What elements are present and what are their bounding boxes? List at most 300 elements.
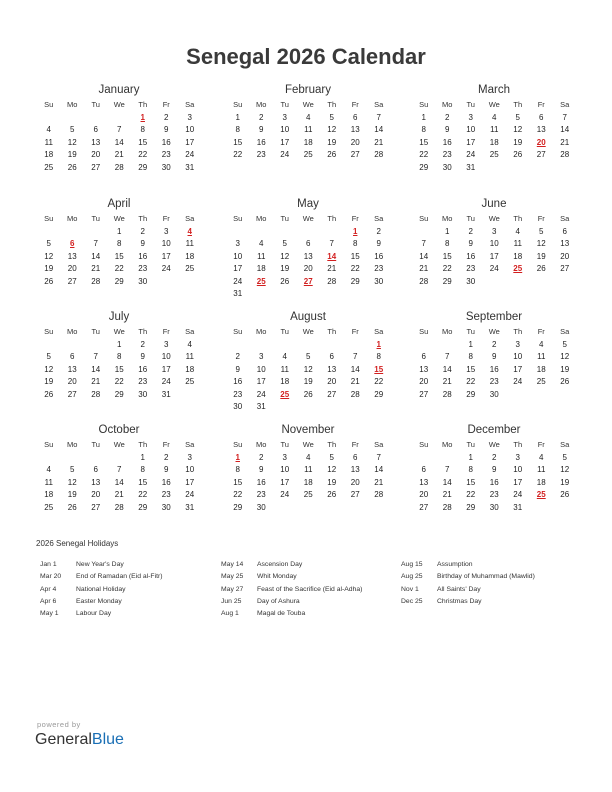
holiday-row bbox=[40, 571, 220, 583]
holiday-row bbox=[401, 596, 581, 608]
day-cell: 23 bbox=[442, 150, 452, 160]
day-cell: 23 bbox=[138, 377, 148, 387]
day-cell: 23 bbox=[233, 389, 243, 399]
day-cell: 2 bbox=[235, 352, 240, 362]
day-cell: 19 bbox=[560, 477, 570, 487]
day-cell: 11 bbox=[304, 465, 313, 475]
day-cell: 26 bbox=[536, 264, 546, 274]
day-cell: 28 bbox=[327, 276, 337, 286]
day-cell: 18 bbox=[303, 137, 313, 147]
weekday-label: Fr bbox=[537, 327, 545, 336]
empty-cell bbox=[84, 112, 108, 124]
weekday-label: Fr bbox=[351, 440, 359, 449]
day-cell: 1 bbox=[468, 340, 473, 349]
month-name: August bbox=[290, 311, 326, 323]
day-cell: 20 bbox=[350, 137, 360, 147]
day-cell: 4 bbox=[306, 453, 311, 462]
month-days-grid bbox=[37, 213, 201, 288]
day-cell: 2 bbox=[140, 340, 145, 349]
weekday-label: We bbox=[113, 100, 125, 109]
day-cell: 16 bbox=[138, 364, 148, 374]
day-cell: 21 bbox=[560, 137, 570, 147]
day-cell: 11 bbox=[185, 239, 194, 249]
day-cell: 12 bbox=[44, 364, 54, 374]
day-cell: 27 bbox=[419, 502, 429, 512]
month-name: January bbox=[98, 84, 140, 96]
weekday-label: Th bbox=[138, 440, 148, 449]
day-cell: 7 bbox=[93, 352, 98, 362]
empty-cell bbox=[412, 452, 436, 464]
empty-cell bbox=[297, 339, 321, 351]
day-cell: 24 bbox=[185, 150, 195, 160]
day-cell: 13 bbox=[303, 251, 313, 261]
day-cell: 16 bbox=[256, 477, 266, 487]
day-cell: 9 bbox=[376, 239, 381, 249]
empty-cell bbox=[37, 226, 61, 238]
day-cell: 17 bbox=[185, 137, 195, 147]
holiday-day: 20 bbox=[536, 137, 546, 147]
day-cell: 29 bbox=[233, 502, 243, 512]
day-cell: 4 bbox=[539, 340, 544, 349]
day-cell: 15 bbox=[138, 477, 148, 487]
holiday-row bbox=[40, 596, 220, 608]
weekday-label: We bbox=[488, 327, 500, 336]
day-cell: 24 bbox=[185, 490, 195, 500]
weekday-label: Su bbox=[44, 214, 54, 223]
day-cell: 4 bbox=[539, 453, 544, 462]
empty-cell bbox=[226, 226, 250, 238]
weekday-label: We bbox=[302, 440, 314, 449]
day-cell: 9 bbox=[259, 125, 264, 135]
empty-cell bbox=[84, 226, 108, 238]
day-cell: 4 bbox=[46, 465, 51, 475]
day-cell: 24 bbox=[280, 150, 290, 160]
day-cell: 10 bbox=[256, 364, 266, 374]
weekday-label: Su bbox=[44, 100, 54, 109]
day-cell: 22 bbox=[233, 150, 243, 160]
day-cell: 23 bbox=[161, 490, 171, 500]
day-cell: 19 bbox=[513, 137, 523, 147]
day-cell: 14 bbox=[114, 137, 124, 147]
empty-cell bbox=[84, 452, 108, 464]
month-name: February bbox=[284, 84, 332, 96]
weekday-label: Mo bbox=[67, 100, 78, 109]
weekday-label: We bbox=[113, 327, 125, 336]
day-cell: 26 bbox=[280, 276, 290, 286]
day-cell: 8 bbox=[235, 465, 240, 475]
day-cell: 8 bbox=[140, 465, 145, 475]
day-cell: 3 bbox=[187, 113, 192, 122]
day-cell: 14 bbox=[374, 465, 384, 475]
empty-cell bbox=[37, 339, 61, 351]
day-cell: 15 bbox=[138, 137, 148, 147]
month-name: May bbox=[297, 198, 319, 210]
day-cell: 5 bbox=[562, 453, 567, 462]
weekday-label: Th bbox=[513, 100, 523, 109]
holiday-date: May 27 bbox=[221, 585, 244, 593]
day-cell: 30 bbox=[442, 162, 452, 172]
holiday-row bbox=[221, 596, 401, 608]
day-cell: 25 bbox=[44, 162, 54, 172]
day-cell: 9 bbox=[140, 352, 145, 362]
day-cell: 12 bbox=[513, 125, 523, 135]
day-cell: 22 bbox=[374, 377, 384, 387]
day-cell: 12 bbox=[327, 465, 337, 475]
day-cell: 27 bbox=[419, 389, 429, 399]
day-cell: 14 bbox=[374, 125, 384, 135]
holiday-day: 1 bbox=[140, 113, 145, 122]
day-cell: 26 bbox=[327, 490, 337, 500]
day-cell: 24 bbox=[466, 150, 476, 160]
holiday-column bbox=[401, 559, 581, 608]
weekday-label: Su bbox=[419, 214, 429, 223]
weekday-label: Th bbox=[327, 440, 337, 449]
day-cell: 20 bbox=[350, 477, 360, 487]
holiday-column bbox=[40, 559, 220, 620]
empty-cell bbox=[320, 226, 344, 238]
day-cell: 13 bbox=[419, 477, 429, 487]
weekday-label: Sa bbox=[185, 214, 195, 223]
day-cell: 11 bbox=[490, 125, 499, 135]
day-cell: 24 bbox=[233, 276, 243, 286]
day-cell: 23 bbox=[374, 264, 384, 274]
powered-by-text: powered by bbox=[37, 720, 81, 729]
day-cell: 13 bbox=[350, 465, 360, 475]
day-cell: 31 bbox=[466, 162, 476, 172]
empty-cell bbox=[108, 452, 132, 464]
day-cell: 15 bbox=[350, 251, 360, 261]
day-cell: 7 bbox=[562, 113, 567, 122]
day-cell: 26 bbox=[67, 502, 77, 512]
weekday-label: Fr bbox=[537, 214, 545, 223]
weekday-label: Su bbox=[233, 100, 243, 109]
holiday-name: All Saints' Day bbox=[437, 585, 481, 593]
day-cell: 30 bbox=[256, 502, 266, 512]
day-cell: 18 bbox=[280, 377, 290, 387]
day-cell: 15 bbox=[466, 364, 476, 374]
weekday-label: Th bbox=[327, 327, 337, 336]
month-days-grid bbox=[37, 326, 201, 401]
holiday-row bbox=[401, 584, 581, 596]
day-cell: 8 bbox=[445, 239, 450, 249]
day-cell: 2 bbox=[164, 453, 169, 462]
day-cell: 7 bbox=[445, 465, 450, 475]
day-cell: 7 bbox=[353, 352, 358, 362]
day-cell: 26 bbox=[44, 276, 54, 286]
day-cell: 1 bbox=[117, 340, 122, 349]
day-cell: 27 bbox=[91, 162, 101, 172]
day-cell: 14 bbox=[350, 364, 360, 374]
weekday-label: Su bbox=[233, 214, 243, 223]
day-cell: 2 bbox=[259, 113, 264, 122]
day-cell: 28 bbox=[560, 150, 570, 160]
day-cell: 12 bbox=[303, 364, 313, 374]
day-cell: 10 bbox=[280, 465, 290, 475]
day-cell: 27 bbox=[67, 276, 77, 286]
weekday-label: Tu bbox=[280, 214, 289, 223]
day-cell: 17 bbox=[489, 251, 499, 261]
month-days-grid bbox=[226, 326, 390, 413]
weekday-label: Mo bbox=[442, 440, 453, 449]
day-cell: 1 bbox=[421, 113, 426, 122]
weekday-label: Mo bbox=[67, 214, 78, 223]
weekday-label: Sa bbox=[185, 327, 195, 336]
day-cell: 2 bbox=[164, 113, 169, 122]
day-cell: 22 bbox=[419, 150, 429, 160]
day-cell: 8 bbox=[235, 125, 240, 135]
empty-cell bbox=[250, 226, 274, 238]
holiday-row bbox=[221, 584, 401, 596]
day-cell: 15 bbox=[466, 477, 476, 487]
holiday-day: 25 bbox=[280, 389, 290, 399]
month-february bbox=[226, 83, 390, 162]
empty-cell bbox=[273, 339, 297, 351]
holiday-day: 1 bbox=[235, 453, 240, 462]
day-cell: 14 bbox=[442, 477, 452, 487]
day-cell: 15 bbox=[419, 137, 429, 147]
holiday-column bbox=[221, 559, 401, 620]
month-days-grid bbox=[412, 213, 576, 288]
day-cell: 11 bbox=[304, 125, 313, 135]
day-cell: 9 bbox=[259, 465, 264, 475]
day-cell: 19 bbox=[44, 377, 54, 387]
day-cell: 11 bbox=[257, 251, 266, 261]
day-cell: 5 bbox=[515, 113, 520, 122]
day-cell: 23 bbox=[161, 150, 171, 160]
empty-cell bbox=[61, 452, 85, 464]
month-june bbox=[412, 197, 576, 288]
day-cell: 13 bbox=[560, 239, 570, 249]
holiday-name: Christmas Day bbox=[437, 597, 482, 605]
day-cell: 29 bbox=[350, 276, 360, 286]
day-cell: 10 bbox=[489, 239, 499, 249]
day-cell: 19 bbox=[303, 377, 313, 387]
weekday-label: Tu bbox=[91, 100, 100, 109]
weekday-label: Tu bbox=[280, 327, 289, 336]
holiday-day: 25 bbox=[536, 490, 546, 500]
day-cell: 27 bbox=[67, 389, 77, 399]
holiday-date: Jun 25 bbox=[221, 597, 242, 605]
day-cell: 6 bbox=[421, 352, 426, 362]
day-cell: 3 bbox=[282, 113, 287, 122]
day-cell: 7 bbox=[421, 239, 426, 249]
day-cell: 26 bbox=[44, 389, 54, 399]
empty-cell bbox=[37, 452, 61, 464]
month-days-grid bbox=[412, 439, 576, 514]
day-cell: 8 bbox=[468, 352, 473, 362]
weekday-label: Th bbox=[513, 214, 523, 223]
day-cell: 8 bbox=[468, 465, 473, 475]
holiday-day: 4 bbox=[187, 227, 192, 236]
day-cell: 18 bbox=[44, 150, 54, 160]
weekday-label: Th bbox=[138, 327, 148, 336]
day-cell: 11 bbox=[44, 477, 53, 487]
day-cell: 22 bbox=[442, 264, 452, 274]
day-cell: 6 bbox=[539, 113, 544, 122]
weekday-label: Su bbox=[44, 440, 54, 449]
weekday-label: Su bbox=[233, 440, 243, 449]
day-cell: 30 bbox=[374, 276, 384, 286]
day-cell: 28 bbox=[419, 276, 429, 286]
day-cell: 1 bbox=[235, 113, 240, 122]
day-cell: 6 bbox=[353, 453, 358, 462]
weekday-label: Mo bbox=[256, 100, 267, 109]
weekday-label: Fr bbox=[537, 440, 545, 449]
day-cell: 18 bbox=[185, 364, 195, 374]
weekday-label: We bbox=[302, 214, 314, 223]
day-cell: 11 bbox=[185, 352, 194, 362]
day-cell: 16 bbox=[256, 137, 266, 147]
day-cell: 2 bbox=[468, 227, 473, 236]
day-cell: 19 bbox=[67, 150, 77, 160]
day-cell: 29 bbox=[138, 162, 148, 172]
day-cell: 26 bbox=[560, 490, 570, 500]
day-cell: 22 bbox=[114, 377, 124, 387]
month-name: October bbox=[98, 424, 140, 436]
weekday-label: Fr bbox=[162, 327, 170, 336]
empty-cell bbox=[250, 339, 274, 351]
day-cell: 13 bbox=[67, 251, 77, 261]
day-cell: 22 bbox=[114, 264, 124, 274]
holidays-title: 2026 Senegal Holidays bbox=[36, 539, 119, 548]
day-cell: 31 bbox=[256, 401, 266, 411]
day-cell: 5 bbox=[70, 125, 75, 135]
day-cell: 6 bbox=[70, 352, 75, 362]
day-cell: 10 bbox=[513, 352, 523, 362]
day-cell: 10 bbox=[185, 465, 195, 475]
day-cell: 17 bbox=[233, 264, 243, 274]
day-cell: 31 bbox=[185, 502, 195, 512]
day-cell: 4 bbox=[282, 352, 287, 362]
day-cell: 23 bbox=[256, 150, 266, 160]
weekday-label: Th bbox=[513, 440, 523, 449]
day-cell: 5 bbox=[329, 453, 334, 462]
weekday-label: Tu bbox=[91, 327, 100, 336]
day-cell: 30 bbox=[466, 276, 476, 286]
day-cell: 30 bbox=[489, 389, 499, 399]
page-title: Senegal 2026 Calendar bbox=[186, 44, 426, 69]
brand-logo bbox=[35, 731, 124, 749]
brand-blue-text: Blue bbox=[91, 731, 124, 748]
day-cell: 10 bbox=[233, 251, 243, 261]
holiday-name: Magal de Touba bbox=[257, 610, 306, 618]
day-cell: 19 bbox=[327, 137, 337, 147]
day-cell: 28 bbox=[91, 389, 101, 399]
day-cell: 22 bbox=[233, 490, 243, 500]
day-cell: 16 bbox=[489, 477, 499, 487]
holiday-date: Aug 1 bbox=[221, 610, 239, 618]
day-cell: 11 bbox=[513, 239, 522, 249]
holiday-date: Aug 25 bbox=[401, 573, 423, 581]
holiday-row bbox=[221, 571, 401, 583]
day-cell: 22 bbox=[466, 490, 476, 500]
day-cell: 30 bbox=[138, 389, 148, 399]
holiday-name: Feast of the Sacrifice (Eid al-Adha) bbox=[257, 585, 363, 593]
day-cell: 14 bbox=[91, 364, 101, 374]
weekday-label: Mo bbox=[442, 100, 453, 109]
day-cell: 9 bbox=[140, 239, 145, 249]
day-cell: 1 bbox=[117, 227, 122, 236]
holiday-name: Ascension Day bbox=[257, 561, 303, 568]
weekday-label: We bbox=[488, 214, 500, 223]
day-cell: 3 bbox=[282, 453, 287, 462]
day-cell: 3 bbox=[468, 113, 473, 122]
weekday-label: Tu bbox=[466, 327, 475, 336]
day-cell: 4 bbox=[46, 125, 51, 135]
weekday-label: Mo bbox=[67, 440, 78, 449]
day-cell: 13 bbox=[67, 364, 77, 374]
day-cell: 7 bbox=[445, 352, 450, 362]
day-cell: 4 bbox=[306, 113, 311, 122]
day-cell: 23 bbox=[489, 377, 499, 387]
weekday-label: Sa bbox=[185, 440, 195, 449]
day-cell: 28 bbox=[442, 389, 452, 399]
weekday-label: Fr bbox=[351, 100, 359, 109]
month-september bbox=[412, 310, 576, 401]
month-name: November bbox=[281, 424, 335, 436]
day-cell: 7 bbox=[117, 125, 122, 135]
day-cell: 9 bbox=[164, 125, 169, 135]
day-cell: 13 bbox=[91, 477, 101, 487]
day-cell: 25 bbox=[303, 490, 313, 500]
day-cell: 6 bbox=[306, 239, 311, 249]
day-cell: 3 bbox=[492, 227, 497, 236]
day-cell: 8 bbox=[421, 125, 426, 135]
day-cell: 20 bbox=[327, 377, 337, 387]
day-cell: 19 bbox=[67, 490, 77, 500]
day-cell: 15 bbox=[442, 251, 452, 261]
day-cell: 4 bbox=[515, 227, 520, 236]
weekday-label: Th bbox=[138, 214, 148, 223]
month-days-grid bbox=[226, 213, 390, 300]
holiday-row bbox=[221, 559, 401, 571]
day-cell: 21 bbox=[419, 264, 429, 274]
weekday-label: Fr bbox=[351, 214, 359, 223]
empty-cell bbox=[226, 339, 250, 351]
day-cell: 13 bbox=[419, 364, 429, 374]
month-name: June bbox=[481, 198, 507, 210]
day-cell: 30 bbox=[161, 162, 171, 172]
holiday-date: Jan 1 bbox=[40, 561, 57, 568]
day-cell: 12 bbox=[536, 239, 546, 249]
day-cell: 18 bbox=[536, 477, 546, 487]
weekday-label: Mo bbox=[256, 327, 267, 336]
day-cell: 14 bbox=[114, 477, 124, 487]
holiday-name: End of Ramadan (Eid al-Fitr) bbox=[76, 573, 163, 581]
weekday-label: Fr bbox=[162, 214, 170, 223]
month-name: September bbox=[465, 311, 523, 323]
day-cell: 19 bbox=[44, 264, 54, 274]
empty-cell bbox=[436, 339, 460, 351]
day-cell: 18 bbox=[44, 490, 54, 500]
day-cell: 21 bbox=[350, 377, 360, 387]
day-cell: 18 bbox=[185, 251, 195, 261]
day-cell: 11 bbox=[280, 364, 289, 374]
day-cell: 16 bbox=[161, 477, 171, 487]
day-cell: 21 bbox=[91, 377, 101, 387]
weekday-label: Su bbox=[44, 327, 54, 336]
day-cell: 16 bbox=[233, 377, 243, 387]
day-cell: 15 bbox=[114, 364, 124, 374]
day-cell: 31 bbox=[233, 288, 243, 298]
holiday-date: Mar 20 bbox=[40, 573, 62, 581]
day-cell: 10 bbox=[185, 125, 195, 135]
weekday-label: Sa bbox=[374, 214, 384, 223]
day-cell: 20 bbox=[419, 377, 429, 387]
weekday-label: Fr bbox=[537, 100, 545, 109]
day-cell: 18 bbox=[513, 251, 523, 261]
day-cell: 10 bbox=[161, 239, 171, 249]
